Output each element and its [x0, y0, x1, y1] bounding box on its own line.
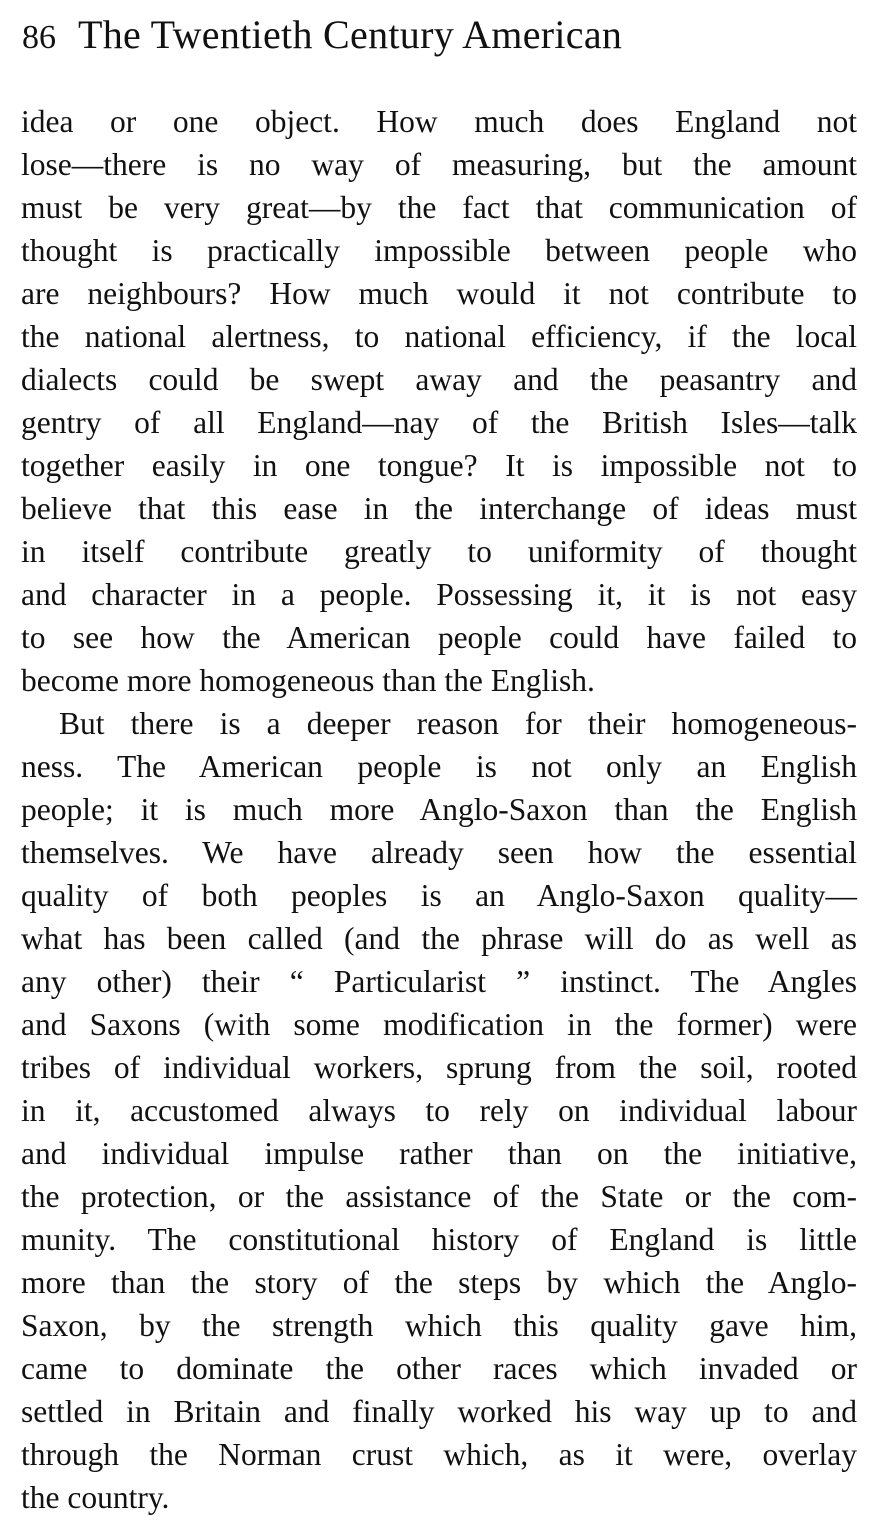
text-line: gentry of all England—nay of the British Isles—talk [21, 405, 857, 440]
running-head [22, 10, 872, 60]
text-line: the country. [21, 1480, 170, 1515]
text-line: and character in a people. Possessing it, it is not easy [21, 577, 857, 612]
text-line: and Saxons (with some modification in the former) were [21, 1007, 857, 1042]
text-line: become more homogeneous than the English. [21, 663, 595, 698]
text-line: are neighbours? How much would it not contribute to [21, 276, 857, 311]
text-line: lose—there is no way of measuring, but the amount [21, 147, 857, 182]
text-line: settled in Britain and finally worked his way up to and [21, 1394, 857, 1429]
text-line: what has been called (and the phrase will do as well as [21, 921, 857, 956]
text-line: through the Norman crust which, as it were, overlay [21, 1437, 857, 1472]
text-line: to see how the American people could have failed to [21, 620, 857, 655]
text-line: the protection, or the assistance of the State or the com- [21, 1179, 857, 1214]
paragraph-2 [21, 702, 857, 1519]
text-line: ness. The American people is not only an English [21, 749, 857, 784]
running-title: The Twentieth Century American [78, 12, 623, 57]
text-line: tribes of individual workers, sprung from the soil, rooted [21, 1050, 857, 1085]
text-line: Saxon, by the strength which this quality gave him, [21, 1308, 857, 1343]
text-line: came to dominate the other races which invaded or [21, 1351, 857, 1386]
page-number: 86 [22, 19, 56, 56]
text-line: must be very great—by the fact that communication of [21, 190, 857, 225]
text-line: the national alertness, to national efficiency, if the local [21, 319, 857, 354]
text-line: and individual impulse rather than on the initiative, [21, 1136, 857, 1171]
text-line: themselves. We have already seen how the essential [21, 835, 857, 870]
text-line: together easily in one tongue? It is impossible not to [21, 448, 857, 483]
body-text [21, 100, 857, 1519]
text-line: munity. The constitutional history of England is little [21, 1222, 857, 1257]
text-line: idea or one object. How much does England not [21, 104, 857, 139]
paragraph-1 [21, 100, 857, 702]
text-line: dialects could be swept away and the peasantry and [21, 362, 857, 397]
text-line: any other) their “ Particularist ” instinct. The Angles [21, 964, 857, 999]
text-line: believe that this ease in the interchange of ideas must [21, 491, 857, 526]
text-line: in itself contribute greatly to uniformity of thought [21, 534, 857, 569]
text-line: people; it is much more Anglo-Saxon than the English [21, 792, 857, 827]
text-line: quality of both peoples is an Anglo-Saxon quality— [21, 878, 857, 913]
text-line: thought is practically impossible between people who [21, 233, 857, 268]
text-line: in it, accustomed always to rely on individual labour [21, 1093, 857, 1128]
text-line: But there is a deeper reason for their homogeneous- [59, 706, 857, 741]
text-line: more than the story of the steps by which the Anglo- [21, 1265, 857, 1300]
